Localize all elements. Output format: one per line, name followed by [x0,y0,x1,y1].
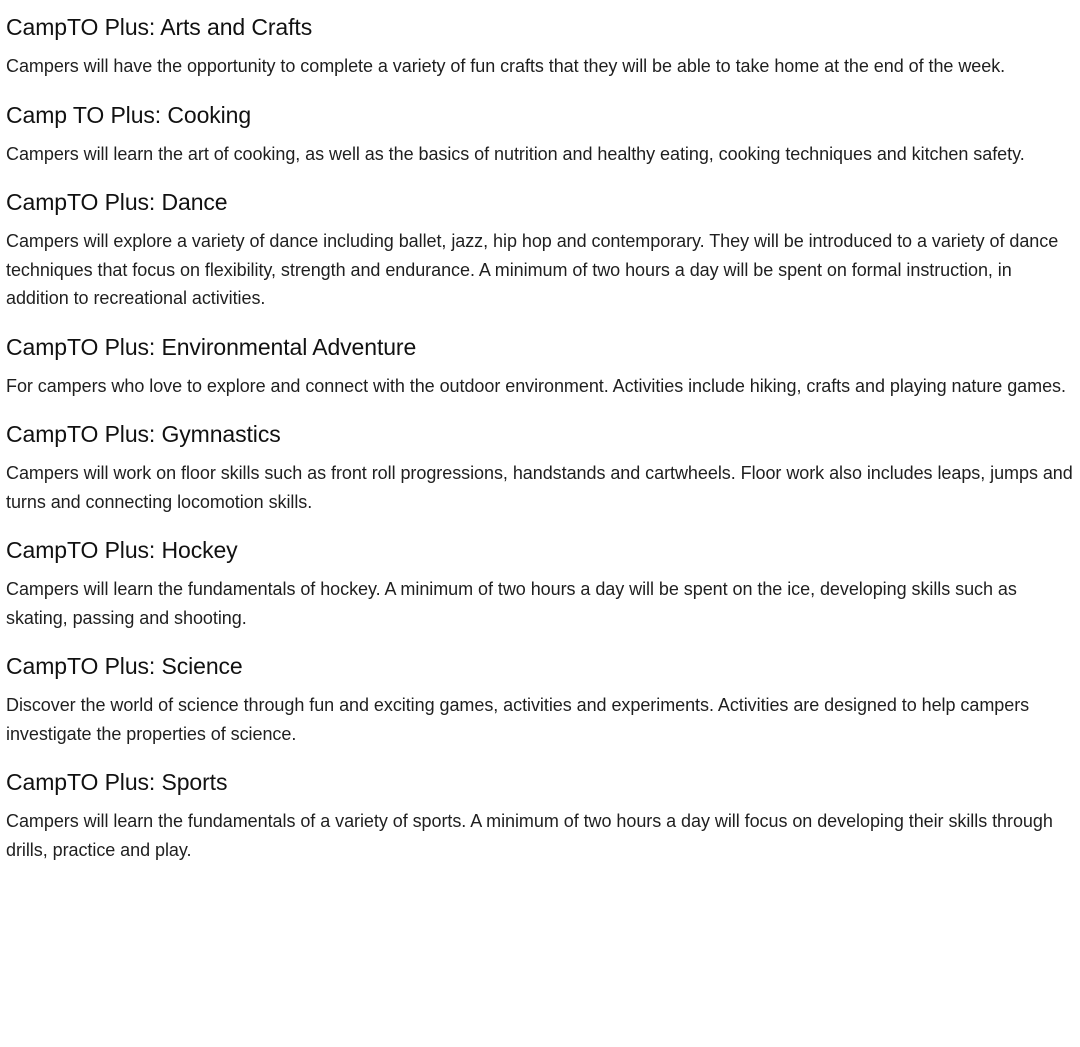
program-gymnastics [6,419,1074,516]
program-title: Camp TO Plus: Cooking [6,101,252,128]
program-description: Campers will explore a variety of dance including ballet, jazz, hip hop and contemporary. They will be introduced to a variety of dance techniques that focus on flexibility, strength and endurance. A minimum of two hours a day will be spent on formal instruction, in addition to recreational activities. [6,231,1059,308]
program-cooking [6,100,1074,169]
program-title: CampTO Plus: Environmental Adventure [6,333,417,360]
program-environmental-adventure [6,332,1074,401]
program-description: For campers who love to explore and connect with the outdoor environment. Activities include hiking, crafts and playing nature games. [6,375,1066,396]
program-description: Discover the world of science through fun and exciting games, activities and experiments. Activities are designed to help campers investigate the properties of science. [6,695,1030,744]
program-title: CampTO Plus: Arts and Crafts [6,14,313,40]
program-title: CampTO Plus: Science [6,653,243,679]
program-description: Campers will learn the fundamentals of hockey. A minimum of two hours a day will be spent on the ice, developing skills such as skating, passing and shooting. [6,579,1017,628]
program-title: CampTO Plus: Hockey [6,537,238,563]
program-title: CampTO Plus: Dance [6,189,228,215]
program-title: CampTO Plus: Gymnastics [6,421,281,447]
program-description: Campers will work on floor skills such as front roll progressions, handstands and cartwheels. Floor work also includes leaps, jumps and turns and connecting locomotion skills. [6,463,1073,512]
program-dance [6,187,1074,313]
program-description: Campers will learn the art of cooking, as well as the basics of nutrition and healthy eating, cooking techniques and kitchen safety. [6,143,1025,164]
program-sports [6,767,1074,864]
program-description: Campers will learn the fundamentals of a variety of sports. A minimum of two hours a day will focus on developing their skills through drills, practice and play. [6,811,1053,860]
program-arts-and-crafts [6,12,1074,81]
program-science [6,651,1074,748]
program-description: Campers will have the opportunity to complete a variety of fun crafts that they will be able to take home at the end of the week. [6,56,1006,76]
program-title: CampTO Plus: Sports [6,769,228,795]
program-hockey [6,535,1074,632]
